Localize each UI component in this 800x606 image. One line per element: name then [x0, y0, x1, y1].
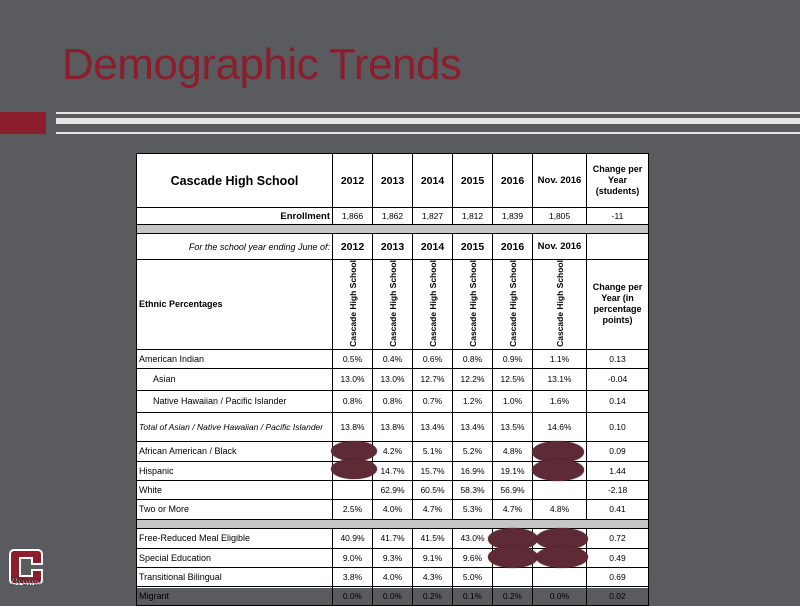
cell-value: 4.7%: [493, 499, 533, 519]
row-label: Hispanic: [137, 461, 333, 480]
cell-value: 0.8%: [373, 390, 413, 412]
row-label: Total of Asian / Native Hawaiian / Pacific Islander: [137, 412, 333, 441]
school-column-label: Cascade High School: [507, 260, 518, 347]
cell-value: 5.1%: [413, 441, 453, 461]
change-value: 0.49: [587, 548, 649, 567]
cell-value: 60.5%: [413, 480, 453, 499]
cell-value: 40.9%: [333, 528, 373, 548]
school-column-label: Cascade High School: [427, 260, 438, 347]
year-ending-row: [137, 234, 649, 260]
change-value: -0.04: [587, 368, 649, 390]
ethnic-header-row: [137, 260, 649, 350]
school-column-label: Cascade High School: [467, 260, 478, 347]
cell-value: 4.8%: [533, 499, 587, 519]
cell-value: [493, 567, 533, 586]
cell-value: 0.4%: [373, 349, 413, 368]
row-label: American Indian: [137, 349, 333, 368]
enrollment-value: 1,805: [533, 208, 587, 225]
row-label: Asian: [137, 368, 333, 390]
cell-value: 4.0%: [373, 499, 413, 519]
year-header: 2012: [333, 234, 373, 260]
cell-value: 0.8%: [453, 349, 493, 368]
table-row: [137, 480, 649, 499]
cell-value: 9.1%: [413, 548, 453, 567]
change-students-header: Change per Year (students): [587, 154, 649, 208]
year-header: 2016: [493, 234, 533, 260]
cell-value: 1.6%: [533, 390, 587, 412]
cell-value: 0.8%: [333, 390, 373, 412]
demographics-table-container: [136, 153, 648, 601]
cell-value: 0.1%: [453, 586, 493, 605]
table-row: [137, 368, 649, 390]
cell-value: 62.9%: [373, 480, 413, 499]
school-name: Cascade High School: [137, 154, 333, 208]
cell-value: 2.5%: [333, 499, 373, 519]
spacer-row: [137, 225, 649, 234]
year-header: 2013: [373, 154, 413, 208]
cell-value: 41.7%: [373, 528, 413, 548]
change-value: -2.18: [587, 480, 649, 499]
cell-value: 41.5%: [413, 528, 453, 548]
year-header: 2015: [453, 154, 493, 208]
cell-value: 13.4%: [453, 412, 493, 441]
cell-value: 4.3%: [413, 567, 453, 586]
cell-value: 5.0%: [453, 567, 493, 586]
accent-line: [56, 112, 800, 134]
cell-value: 1.0%: [493, 390, 533, 412]
enrollment-value: 1,839: [493, 208, 533, 225]
cell-value: 4.8%: [493, 441, 533, 461]
cell-value: 56.9%: [493, 480, 533, 499]
row-label: Two or More: [137, 499, 333, 519]
enrollment-value: 1,862: [373, 208, 413, 225]
cell-value: 14.6%: [533, 412, 587, 441]
title-accent-bar: [0, 112, 800, 134]
cell-value: 13.8%: [373, 412, 413, 441]
header-row: [137, 154, 649, 208]
change-value: 1.44: [587, 461, 649, 480]
ethnic-percentages-header: Ethnic Percentages: [137, 260, 333, 350]
year-header: 2014: [413, 234, 453, 260]
table-row: [137, 412, 649, 441]
redaction-mark: [331, 441, 377, 461]
change-points-header: Change per Year (in percentage points): [587, 260, 649, 350]
school-column-label: Cascade High School: [347, 260, 358, 347]
row-label: Native Hawaiian / Pacific Islander: [137, 390, 333, 412]
year-header: 2013: [373, 234, 413, 260]
cell-value: 12.7%: [413, 368, 453, 390]
change-value: 0.72: [587, 528, 649, 548]
cell-value: 1.1%: [533, 349, 587, 368]
cell-value: 9.3%: [373, 548, 413, 567]
change-value: 0.41: [587, 499, 649, 519]
cell-value: 0.0%: [533, 586, 587, 605]
cell-value: 0.0%: [373, 586, 413, 605]
spacer-row: [137, 519, 649, 528]
row-label: Migrant: [137, 586, 333, 605]
cell-value: [333, 480, 373, 499]
redaction-mark: [536, 546, 588, 568]
year-header: 2012: [333, 154, 373, 208]
change-value: 0.14: [587, 390, 649, 412]
cell-value: 4.0%: [373, 567, 413, 586]
cell-value: 9.6%: [453, 548, 493, 567]
cell-value: 19.1%: [493, 461, 533, 480]
cell-value: 0.7%: [413, 390, 453, 412]
enrollment-change: -11: [587, 208, 649, 225]
cell-value: 3.8%: [333, 567, 373, 586]
change-value: 0.02: [587, 586, 649, 605]
cell-value: 13.4%: [413, 412, 453, 441]
row-label: Free-Reduced Meal Eligible: [137, 528, 333, 548]
enrollment-row: [137, 208, 649, 225]
school-logo: [8, 548, 44, 590]
cell-value: 12.5%: [493, 368, 533, 390]
year-ending-label: For the school year ending June of:: [137, 234, 333, 260]
cell-value: 4.7%: [413, 499, 453, 519]
change-value: 0.13: [587, 349, 649, 368]
slide-title: Demographic Trends: [62, 40, 462, 89]
cell-value: 5.3%: [453, 499, 493, 519]
cell-value: 1.2%: [453, 390, 493, 412]
cell-value: 13.8%: [333, 412, 373, 441]
cell-value: 13.0%: [333, 368, 373, 390]
cell-value: [533, 567, 587, 586]
table-row: [137, 586, 649, 605]
row-label: Special Education: [137, 548, 333, 567]
year-header: 2015: [453, 234, 493, 260]
redaction-mark: [532, 459, 584, 481]
enrollment-value: 1,812: [453, 208, 493, 225]
cell-value: 0.0%: [333, 586, 373, 605]
cell-value: 13.0%: [373, 368, 413, 390]
cell-value: [533, 480, 587, 499]
cell-value: 58.3%: [453, 480, 493, 499]
svg-text:Bruins: Bruins: [10, 578, 42, 588]
change-value: 0.69: [587, 567, 649, 586]
year-header: Nov. 2016: [533, 154, 587, 208]
school-column-label: Cascade High School: [387, 260, 398, 347]
table-row: [137, 390, 649, 412]
cell-value: 5.2%: [453, 441, 493, 461]
cell-value: 12.2%: [453, 368, 493, 390]
cell-value: 14.7%: [373, 461, 413, 480]
cell-value: 4.2%: [373, 441, 413, 461]
accent-red-block: [0, 112, 46, 134]
change-value: 0.09: [587, 441, 649, 461]
enrollment-value: 1,866: [333, 208, 373, 225]
redaction-mark: [488, 546, 538, 568]
cell-value: 0.2%: [493, 586, 533, 605]
enrollment-value: 1,827: [413, 208, 453, 225]
change-value: 0.10: [587, 412, 649, 441]
row-label: African American / Black: [137, 441, 333, 461]
year-header: 2014: [413, 154, 453, 208]
cell-value: 0.6%: [413, 349, 453, 368]
table-row: [137, 567, 649, 586]
cell-value: 13.5%: [493, 412, 533, 441]
cell-value: 16.9%: [453, 461, 493, 480]
cell-value: 0.9%: [493, 349, 533, 368]
year-header: Nov. 2016: [533, 234, 587, 260]
cell-value: 0.5%: [333, 349, 373, 368]
redaction-mark: [331, 459, 377, 479]
row-label: Transitional Bilingual: [137, 567, 333, 586]
table-row: [137, 499, 649, 519]
cell-value: 9.0%: [333, 548, 373, 567]
cell-value: 15.7%: [413, 461, 453, 480]
cell-value: 13.1%: [533, 368, 587, 390]
row-label: White: [137, 480, 333, 499]
school-column-label: Cascade High School: [554, 260, 565, 347]
year-header: 2016: [493, 154, 533, 208]
cell-value: 0.2%: [413, 586, 453, 605]
table-row: [137, 349, 649, 368]
enrollment-label: Enrollment: [137, 208, 333, 225]
cell-value: 43.0%: [453, 528, 493, 548]
empty-cell: [587, 234, 649, 260]
